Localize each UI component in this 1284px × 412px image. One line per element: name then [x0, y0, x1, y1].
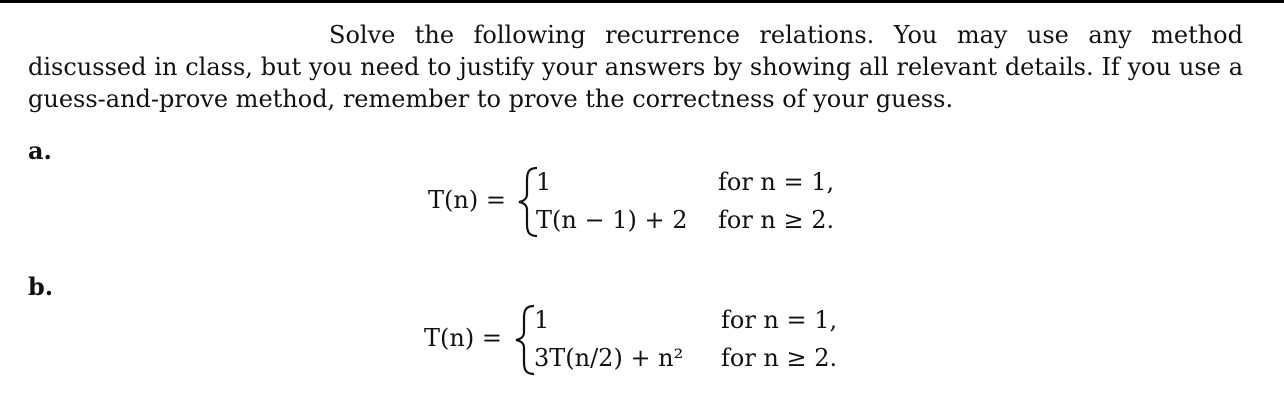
part-b-brace-icon [514, 304, 536, 376]
problem-instructions: Solve the following recurrence relations. You may use any method discussed in class, but you need to justify your answers by showing all relevant details. If you use a guess-and-prove method, remember to prove the correctness of your guess. [28, 21, 1243, 113]
part-b-case-2-condition: for n ≥ 2. [721, 344, 838, 372]
part-a-case-2-condition: for n ≥ 2. [718, 206, 835, 234]
part-a-case-1-condition: for n = 1, [718, 168, 835, 196]
part-b-case-1-value: 1 [534, 306, 550, 334]
part-b-case-2-value: 3T(n/2) + n² [534, 344, 684, 372]
top-rule [0, 0, 1284, 3]
part-b-case-1-condition: for n = 1, [721, 306, 838, 334]
part-a-lhs: T(n) = [428, 186, 506, 214]
part-b-lhs: T(n) = [424, 324, 502, 352]
part-a-label: a. [28, 136, 52, 165]
part-a-case-2-value: T(n − 1) + 2 [536, 206, 688, 234]
part-a-case-1-value: 1 [536, 168, 552, 196]
part-b-label: b. [28, 272, 54, 301]
